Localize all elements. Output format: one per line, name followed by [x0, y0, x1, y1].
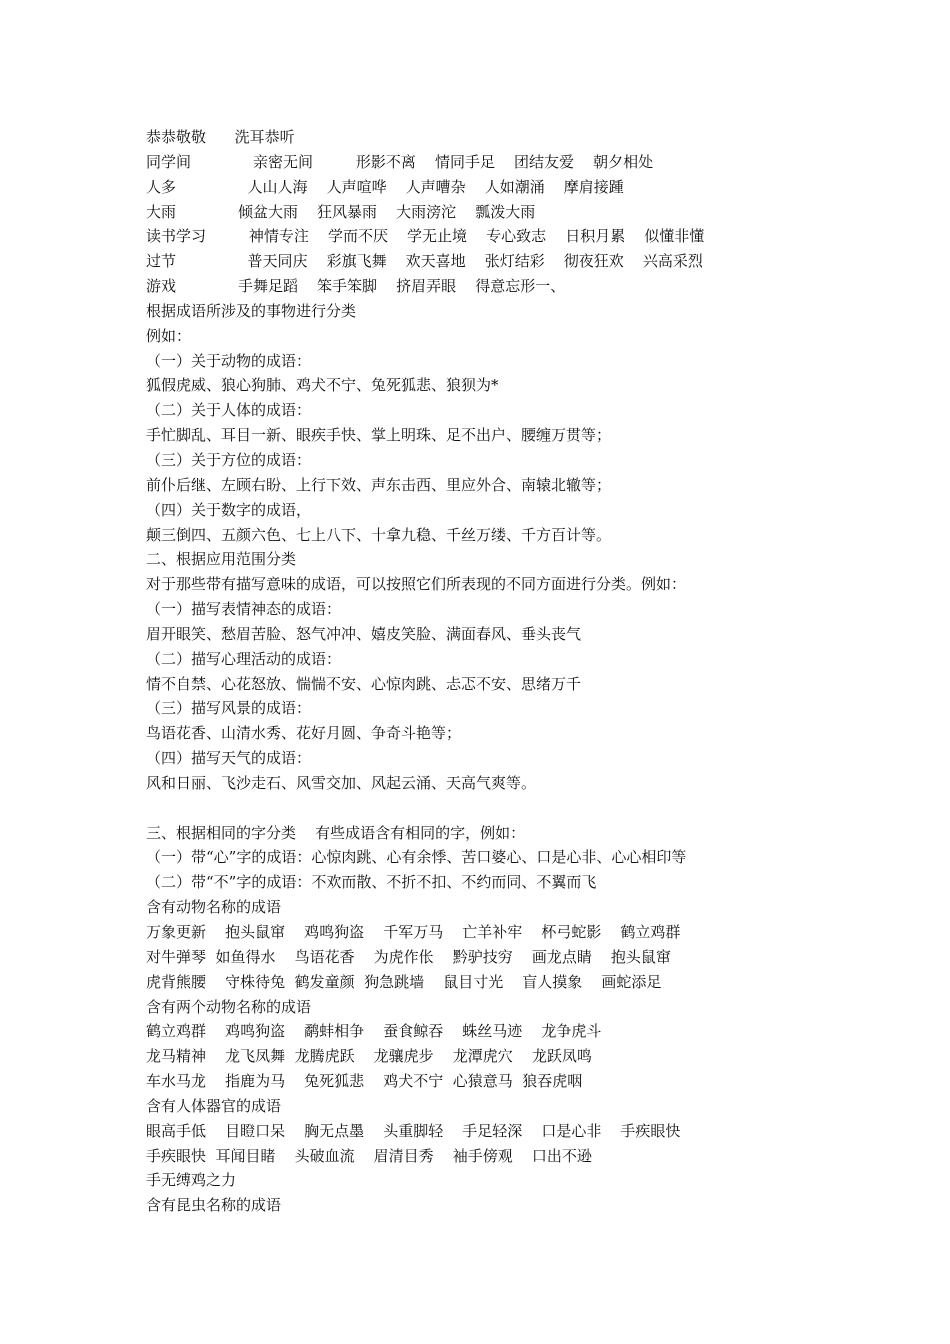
- text-line: （一）带“心”字的成语：心惊肉跳、心有余悸、苦口婆心、口是心非、心心相印等: [146, 848, 687, 867]
- text-line: 鹤立鸡群 鸡鸣狗盗 鹬蚌相争 蚕食鲸吞 蛛丝马迹 龙争虎斗: [146, 1022, 602, 1041]
- text-line: （二）带“不”字的成语：不欢而散、不折不扣、不约而同、不翼而飞: [146, 873, 597, 892]
- text-line: 含有两个动物名称的成语: [146, 997, 312, 1016]
- text-line: 手疾眼快 耳闻目睹 头破血流 眉清目秀 袖手傍观 口出不逊: [146, 1146, 592, 1165]
- text-line: 含有动物名称的成语: [146, 898, 282, 917]
- text-line: 大雨 倾盆大雨 狂风暴雨 大雨滂沱 瓢泼大雨: [146, 202, 536, 221]
- text-line: 眼高手低 目瞪口呆 胸无点墨 头重脚轻 手足轻深 口是心非 手疾眼快: [146, 1121, 681, 1140]
- text-line: 手无缚鸡之力: [146, 1171, 237, 1190]
- text-line: 二、根据应用范围分类: [146, 550, 297, 569]
- text-line: 前仆后继、左顾右盼、上行下效、声东击西、里应外合、南辕北辙等；: [146, 475, 612, 494]
- text-line: 含有人体器官的成语: [146, 1096, 282, 1115]
- text-line: 过节 普天同庆 彩旗飞舞 欢天喜地 张灯结彩 彻夜狂欢 兴高采烈: [146, 252, 703, 271]
- text-line: 眉开眼笑、愁眉苦脸、怒气冲冲、嬉皮笑脸、满面春风、垂头丧气: [146, 624, 582, 643]
- text-line: （二）描写心理活动的成语：: [146, 649, 342, 668]
- text-line: 鸟语花香、山清水秀、花好月圆、争奇斗艳等；: [146, 724, 462, 743]
- text-line: 风和日丽、飞沙走石、风雪交加、风起云涌、天高气爽等。: [146, 773, 537, 792]
- text-line: 万象更新 抱头鼠窜 鸡鸣狗盗 千军万马 亡羊补牢 杯弓蛇影 鹤立鸡群: [146, 923, 681, 941]
- text-line: （一）关于动物的成语：: [146, 351, 312, 370]
- text-line: 读书学习 神情专注 学而不厌 学无止境 专心致志 日积月累 似懂非懂: [146, 227, 705, 246]
- text-line: 三、根据相同的字分类 有些成语含有相同的字，例如：: [146, 823, 526, 842]
- text-line: 游戏 手舞足蹈 笨手笨脚 挤眉弄眼 得意忘形一、: [146, 277, 566, 296]
- text-line: （二）关于人体的成语：: [146, 401, 312, 420]
- text-line: 同学间 亲密无间 形影不离 情同手足 团结友爱 朝夕相处: [146, 152, 654, 171]
- text-line: 情不自禁、心花怒放、惴惴不安、心惊肉跳、忐忑不安、思绪万千: [146, 674, 582, 693]
- text-line: （四）关于数字的成语，: [146, 500, 312, 519]
- text-line: 恭恭敬敬 洗耳恭听: [146, 128, 295, 146]
- text-line: （一）描写表情神态的成语：: [146, 600, 342, 619]
- text-line: 例如：: [146, 326, 192, 345]
- text-line: （四）描写天气的成语：: [146, 749, 312, 768]
- text-line: 颠三倒四、五颜六色、七上八下、十拿九稳、千丝万缕、千方百计等。: [146, 525, 612, 544]
- text-line: 龙马精神 龙飞凤舞 龙腾虎跃 龙骧虎步 龙潭虎穴 龙跃凤鸣: [146, 1047, 592, 1066]
- text-line: 含有昆虫名称的成语: [146, 1196, 282, 1215]
- text-line: 虎背熊腰 守株待兔 鹤发童颜 狗急跳墙 鼠目寸光 盲人摸象 画蛇添足: [146, 972, 662, 991]
- blank-line: [146, 796, 906, 821]
- document-body: [146, 125, 906, 1218]
- text-line: 手忙脚乱、耳目一新、眼疾手快、掌上明珠、足不出户、腰缠万贯等；: [146, 426, 612, 445]
- text-line: 狐假虎威、狼心狗肺、鸡犬不宁、兔死狐悲、狼狈为*: [146, 376, 499, 395]
- text-line: 车水马龙 指鹿为马 兔死狐悲 鸡犬不宁 心猿意马 狼吞虎咽: [146, 1072, 583, 1091]
- text-line: 人多 人山人海 人声喧哗 人声嘈杂 人如潮涌 摩肩接踵: [146, 177, 624, 196]
- text-line: 对牛弹琴 如鱼得水 鸟语花香 为虎作伥 黔驴技穷 画龙点睛 抱头鼠窜: [146, 947, 671, 966]
- text-line: （三）描写风景的成语：: [146, 699, 312, 718]
- text-line: （三）关于方位的成语：: [146, 450, 312, 469]
- text-line: 对于那些带有描写意味的成语，可以按照它们所表现的不同方面进行分类。例如：: [146, 575, 687, 594]
- text-line: 根据成语所涉及的事物进行分类: [146, 301, 357, 320]
